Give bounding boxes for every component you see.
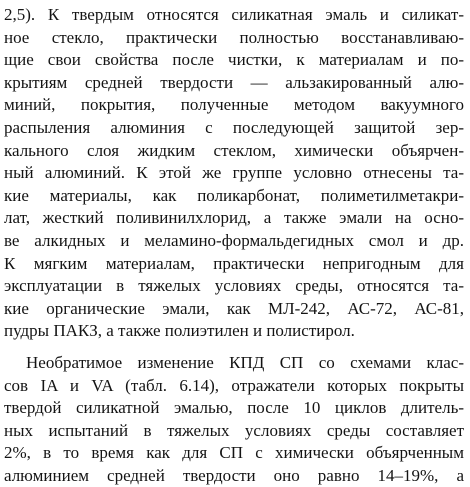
text-line: Необратимое изменение КПД СП со схемами клас- [26,352,464,372]
text-line: распыления алюминия с последующей защитой зер- [4,117,464,137]
text-line: крытиям средней твердости — альзакированный алю- [4,72,464,92]
text-line: сов IA и VA (табл. 6.14), отражатели которых покрыты [4,375,464,395]
paragraph-2 [4,352,464,487]
text-line: щие свои свойства после чистки, к материалам и по- [4,50,464,70]
text-line: 2%, в то время как для СП с химически объярченным [4,443,464,463]
text-line: лат, жесткий поливинилхлорид, а также эмали на осно- [4,208,464,228]
text-line: кального слоя жидким стеклом, химически объярчен- [4,140,464,160]
text-line: ный алюминий. К этой же группе условно отнесены та- [4,163,464,183]
text-line: ное стекло, практически полностью восстанавливаю- [4,27,464,47]
text-line: эксплуатации в тяжелых условиях среды, относятся та- [4,276,464,296]
text-line: кие органические эмали, как МЛ-242, АС-72, АС-81, [4,298,464,318]
text-line: ных испытаний в тяжелых условиях среды составляет [4,420,464,440]
text-line: твердой силикатной эмалью, после 10 циклов длитель- [4,398,464,418]
text-line: ве алкидных и меламино-формальдегидных смол и др. [4,230,464,250]
text-line: 2,5). К твердым относятся силикатная эмаль и силикат- [4,5,464,24]
text-line: кие материалы, как поликарбонат, полиметилметакри- [4,185,464,205]
text-line: миний, покрытия, полученные методом вакуумного [4,95,464,115]
text-line: алюминием средней твердости оно равно 14–19%, а [4,465,464,485]
paragraph-gap [4,343,464,352]
text-line: пудры ПАКЗ, а также полиэтилен и полистирол. [4,321,355,341]
paragraph-1 [4,4,464,343]
text-line: К мягким материалам, практически непригодным для [4,253,464,273]
